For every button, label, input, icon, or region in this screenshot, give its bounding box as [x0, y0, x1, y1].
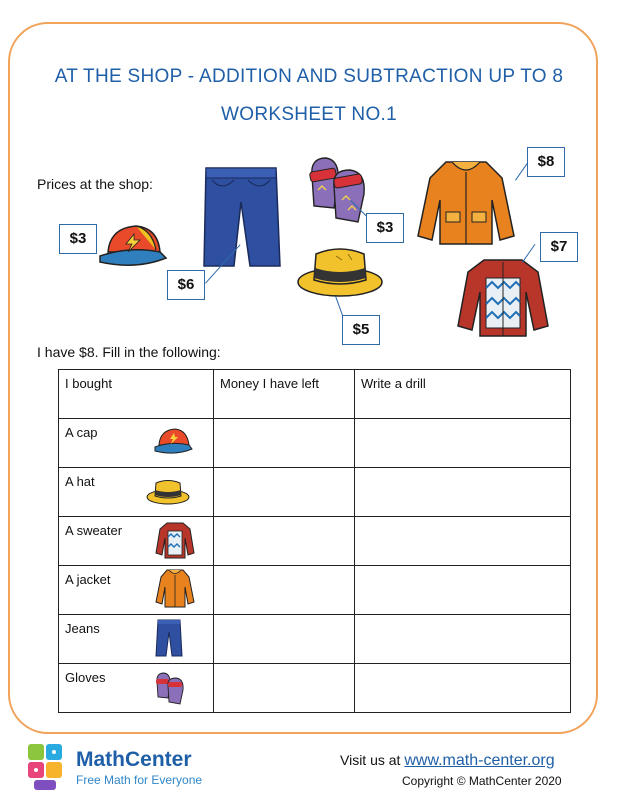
header-i-bought: I bought [59, 370, 214, 419]
sweater-icon [456, 256, 550, 338]
price-tag-cap: $3 [59, 224, 97, 254]
sweater-icon [155, 521, 195, 559]
row-item-label: A jacket [65, 572, 111, 587]
table-row [59, 664, 571, 713]
drill-cell[interactable] [355, 419, 571, 468]
money-left-cell[interactable] [214, 664, 355, 713]
price-tag-sweater: $7 [540, 232, 578, 262]
money-left-cell[interactable] [214, 517, 355, 566]
hat-icon [145, 478, 191, 506]
website-link[interactable]: www.math-center.org [404, 752, 555, 769]
visit-prefix: Visit us at [340, 752, 401, 768]
drill-cell[interactable] [355, 664, 571, 713]
brand-name: MathCenter [76, 748, 192, 771]
prices-label: Prices at the shop: [37, 176, 153, 192]
jacket-icon [155, 568, 195, 608]
table-header-row [59, 370, 571, 419]
worksheet-subtitle: WORKSHEET NO.1 [221, 104, 397, 125]
price-tag-hat: $5 [342, 315, 380, 345]
row-item-label: A hat [65, 474, 95, 489]
cap-icon [96, 222, 172, 272]
brand-tagline: Free Math for Everyone [76, 773, 203, 787]
worksheet-title: AT THE SHOP - ADDITION AND SUBTRACTION UP TO 8 [54, 66, 564, 87]
row-item-sweater [59, 517, 214, 566]
money-left-cell[interactable] [214, 566, 355, 615]
hat-icon [296, 242, 386, 300]
money-left-cell[interactable] [214, 468, 355, 517]
row-item-jeans [59, 615, 214, 664]
copyright-text: Copyright © MathCenter 2020 [402, 774, 562, 788]
money-left-cell[interactable] [214, 615, 355, 664]
table-row [59, 468, 571, 517]
price-tag-jacket: $8 [527, 147, 565, 177]
row-item-gloves [59, 664, 214, 713]
row-item-cap [59, 419, 214, 468]
row-item-label: A sweater [65, 523, 123, 538]
row-item-label: A cap [65, 425, 98, 440]
header-write-drill: Write a drill [355, 370, 571, 419]
table-row [59, 517, 571, 566]
drill-cell[interactable] [355, 468, 571, 517]
gloves-icon [153, 670, 189, 706]
drill-cell[interactable] [355, 517, 571, 566]
cap-icon [153, 427, 193, 457]
instruction-text: I have $8. Fill in the following: [37, 344, 221, 360]
row-item-hat [59, 468, 214, 517]
row-item-jacket [59, 566, 214, 615]
visit-text [340, 752, 555, 770]
drill-cell[interactable] [355, 615, 571, 664]
table-row [59, 566, 571, 615]
purchase-table [58, 369, 571, 713]
mathcenter-logo-icon [24, 742, 70, 792]
header-money-left: Money I have left [214, 370, 355, 419]
row-item-label: Gloves [65, 670, 106, 685]
jeans-icon [200, 166, 282, 270]
price-tag-jeans: $6 [167, 270, 205, 300]
price-tag-gloves: $3 [366, 213, 404, 243]
jacket-icon [416, 156, 518, 248]
jeans-icon [155, 619, 183, 657]
row-item-label: Jeans [65, 621, 100, 636]
table-row [59, 615, 571, 664]
money-left-cell[interactable] [214, 419, 355, 468]
drill-cell[interactable] [355, 566, 571, 615]
table-row [59, 419, 571, 468]
